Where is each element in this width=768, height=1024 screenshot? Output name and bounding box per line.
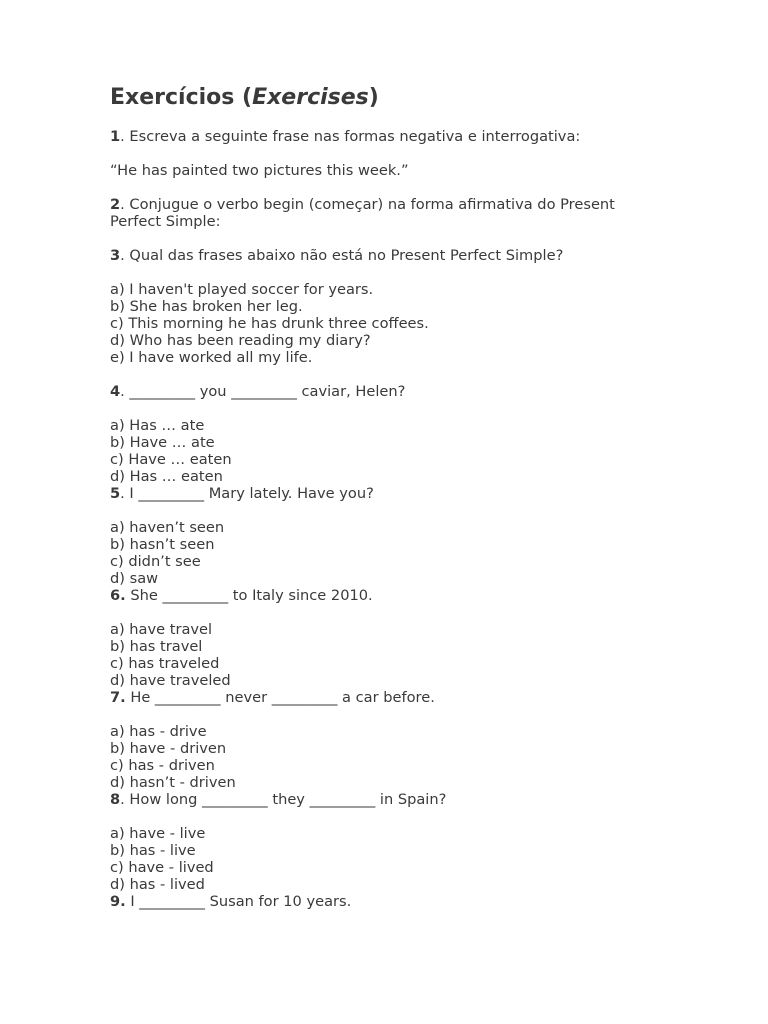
question-6-option-b: b) has travel bbox=[110, 638, 203, 655]
question-8-option-b: b) has - live bbox=[110, 842, 196, 859]
question-5-option-b: b) hasn’t seen bbox=[110, 536, 215, 553]
question-1 bbox=[110, 128, 670, 145]
question-7-option-a: a) has - drive bbox=[110, 723, 207, 740]
question-8 bbox=[110, 791, 670, 808]
question-3-option-b: b) She has broken her leg. bbox=[110, 298, 303, 315]
question-6 bbox=[110, 587, 670, 604]
question-2-text-line1: . Conjugue o verbo begin (começar) na forma afirmativa do Present bbox=[120, 196, 615, 213]
question-3-text: . Qual das frases abaixo não está no Present Perfect Simple? bbox=[120, 247, 564, 264]
question-4-option-a: a) Has … ate bbox=[110, 417, 205, 434]
question-7-option-d: d) hasn’t - driven bbox=[110, 774, 236, 791]
question-8-option-c: c) have - lived bbox=[110, 859, 214, 876]
question-3 bbox=[110, 247, 670, 264]
question-2-text-line2: Perfect Simple: bbox=[110, 213, 221, 230]
question-2-number: 2 bbox=[110, 196, 121, 213]
question-4-option-c: c) Have … eaten bbox=[110, 451, 232, 468]
question-9-number: 9. bbox=[110, 893, 126, 910]
question-5-option-c: c) didn’t see bbox=[110, 553, 201, 570]
title-text: Exercícios ( bbox=[110, 85, 253, 110]
question-5 bbox=[110, 485, 670, 502]
question-3-option-c: c) This morning he has drunk three coffees. bbox=[110, 315, 429, 332]
question-3-option-d: d) Who has been reading my diary? bbox=[110, 332, 371, 349]
question-5-option-a: a) haven’t seen bbox=[110, 519, 225, 536]
question-9-text: I _________ Susan for 10 years. bbox=[125, 893, 352, 910]
question-8-text: . How long _________ they _________ in Spain? bbox=[120, 791, 447, 808]
question-4-option-d: d) Has … eaten bbox=[110, 468, 223, 485]
question-3-option-a: a) I haven't played soccer for years. bbox=[110, 281, 374, 298]
document-page bbox=[110, 84, 670, 910]
page-title bbox=[110, 84, 670, 112]
question-6-option-a: a) have travel bbox=[110, 621, 213, 638]
question-5-option-d: d) saw bbox=[110, 570, 159, 587]
question-7 bbox=[110, 689, 670, 706]
question-5-text: . I _________ Mary lately. Have you? bbox=[120, 485, 374, 502]
question-6-option-d: d) have traveled bbox=[110, 672, 231, 689]
question-6-text: She _________ to Italy since 2010. bbox=[125, 587, 373, 604]
title-close-paren: ) bbox=[368, 85, 379, 110]
question-4-number: 4 bbox=[110, 383, 121, 400]
question-4-option-b: b) Have … ate bbox=[110, 434, 215, 451]
question-7-option-b: b) have - driven bbox=[110, 740, 227, 757]
question-5-number: 5 bbox=[110, 485, 121, 502]
question-1-number: 1 bbox=[110, 128, 121, 145]
question-7-text: He _________ never _________ a car before. bbox=[125, 689, 435, 706]
question-8-number: 8 bbox=[110, 791, 121, 808]
question-1-text: . Escreva a seguinte frase nas formas negativa e interrogativa: bbox=[120, 128, 581, 145]
question-8-option-a: a) have - live bbox=[110, 825, 206, 842]
question-2 bbox=[110, 196, 670, 213]
question-3-option-e: e) I have worked all my life. bbox=[110, 349, 313, 366]
question-4-text: . _________ you _________ caviar, Helen? bbox=[120, 383, 406, 400]
question-3-number: 3 bbox=[110, 247, 121, 264]
question-7-option-c: c) has - driven bbox=[110, 757, 215, 774]
question-1-quote: “He has painted two pictures this week.” bbox=[110, 162, 409, 179]
question-7-number: 7. bbox=[110, 689, 126, 706]
question-6-number: 6. bbox=[110, 587, 126, 604]
question-9 bbox=[110, 893, 670, 910]
title-italic-text: Exercises bbox=[252, 85, 369, 110]
question-8-option-d: d) has - lived bbox=[110, 876, 205, 893]
question-6-option-c: c) has traveled bbox=[110, 655, 220, 672]
question-4 bbox=[110, 383, 670, 400]
